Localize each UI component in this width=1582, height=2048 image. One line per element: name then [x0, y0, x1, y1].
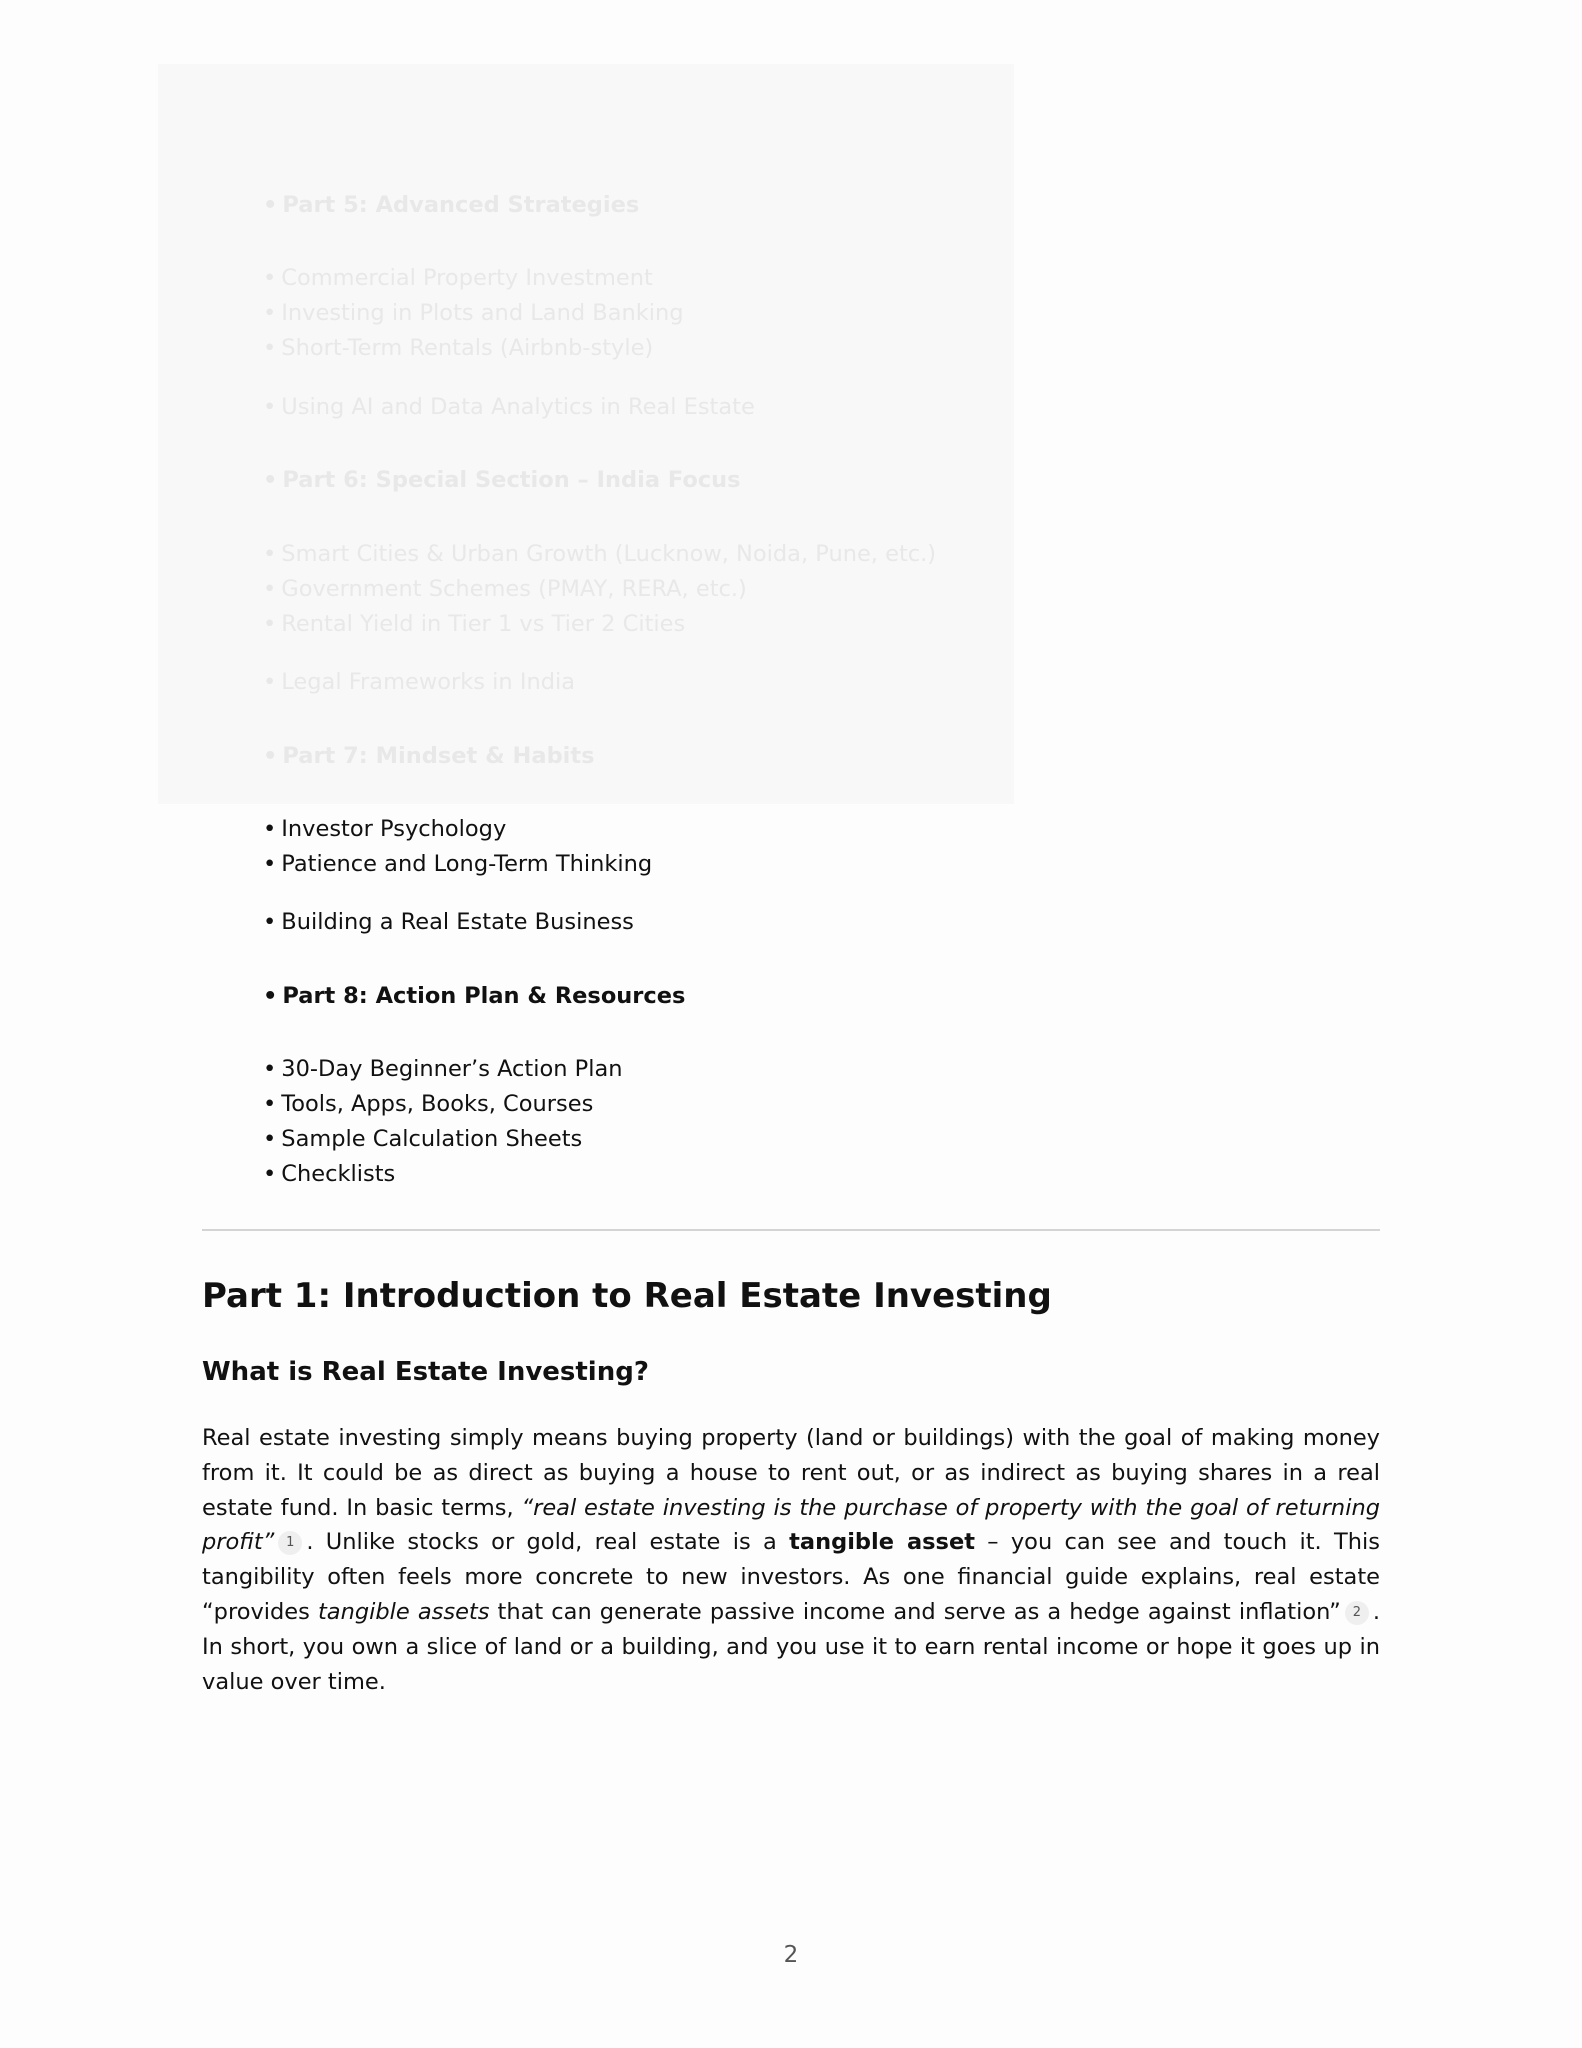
toc-item: • Government Schemes (PMAY, RERA, etc.) [263, 576, 747, 602]
toc-item: • Patience and Long-Term Thinking [263, 851, 653, 877]
toc-item: • Legal Frameworks in India [263, 669, 576, 695]
footnote-badge-2[interactable]: 2 [1345, 1601, 1369, 1625]
toc-heading-part-7: • Part 7: Mindset & Habits [263, 743, 595, 769]
page-number: 2 [783, 1942, 799, 1968]
italic-term: tangible assets [317, 1598, 490, 1625]
toc-item: • Tools, Apps, Books, Courses [263, 1091, 594, 1117]
paragraph-text: Real estate investing simply means buying property (land or buildings) with the goal of making money from it. It could be as direct as buying a house to rent out, or as indirect as buying shares in a real estate fund. In basic terms, [202, 1425, 1380, 1521]
toc-heading-part-5: • Part 5: Advanced Strategies [263, 192, 640, 218]
bold-term: tangible asset [789, 1529, 975, 1556]
toc-item: • Commercial Property Investment [263, 265, 653, 291]
horizontal-divider [202, 1229, 1380, 1231]
toc-item: • Smart Cities & Urban Growth (Lucknow, Noida, Pune, etc.) [263, 541, 937, 567]
toc-heading-part-6: • Part 6: Special Section – India Focus [263, 467, 741, 493]
toc-item: • Using AI and Data Analytics in Real Estate [263, 394, 755, 420]
paragraph-text: . Unlike stocks or gold, real estate is a [306, 1529, 790, 1556]
body-paragraph [202, 1421, 1380, 1699]
toc-item: • Building a Real Estate Business [263, 909, 634, 935]
toc-heading-part-8: • Part 8: Action Plan & Resources [263, 983, 686, 1009]
toc-item: • Investor Psychology [263, 816, 507, 842]
footnote-badge-1[interactable]: 1 [278, 1531, 302, 1555]
toc-item: • 30-Day Beginner’s Action Plan [263, 1056, 623, 1082]
section-subtitle: What is Real Estate Investing? [202, 1357, 649, 1387]
toc-item: • Checklists [263, 1161, 396, 1187]
section-title: Part 1: Introduction to Real Estate Investing [202, 1276, 1052, 1316]
italic-quote: “real estate investing is the purchase of property with the goal of returning profit” [202, 1494, 1380, 1556]
toc-item: • Short-Term Rentals (Airbnb-style) [263, 335, 654, 361]
paragraph-text: . In short, you own a slice of land or a building, and you use it to earn rental income or hope it goes up in value over time. [202, 1598, 1380, 1695]
paragraph-text: that can generate passive income and serve as a hedge against inflation” [489, 1598, 1341, 1625]
toc-item: • Investing in Plots and Land Banking [263, 300, 684, 326]
toc-item: • Rental Yield in Tier 1 vs Tier 2 Cities [263, 611, 686, 637]
paragraph-text: – you can see and touch it. This tangibility often feels more concrete to new investors. As one financial guide explains, real estate “provides [202, 1529, 1380, 1625]
toc-item: • Sample Calculation Sheets [263, 1126, 583, 1152]
